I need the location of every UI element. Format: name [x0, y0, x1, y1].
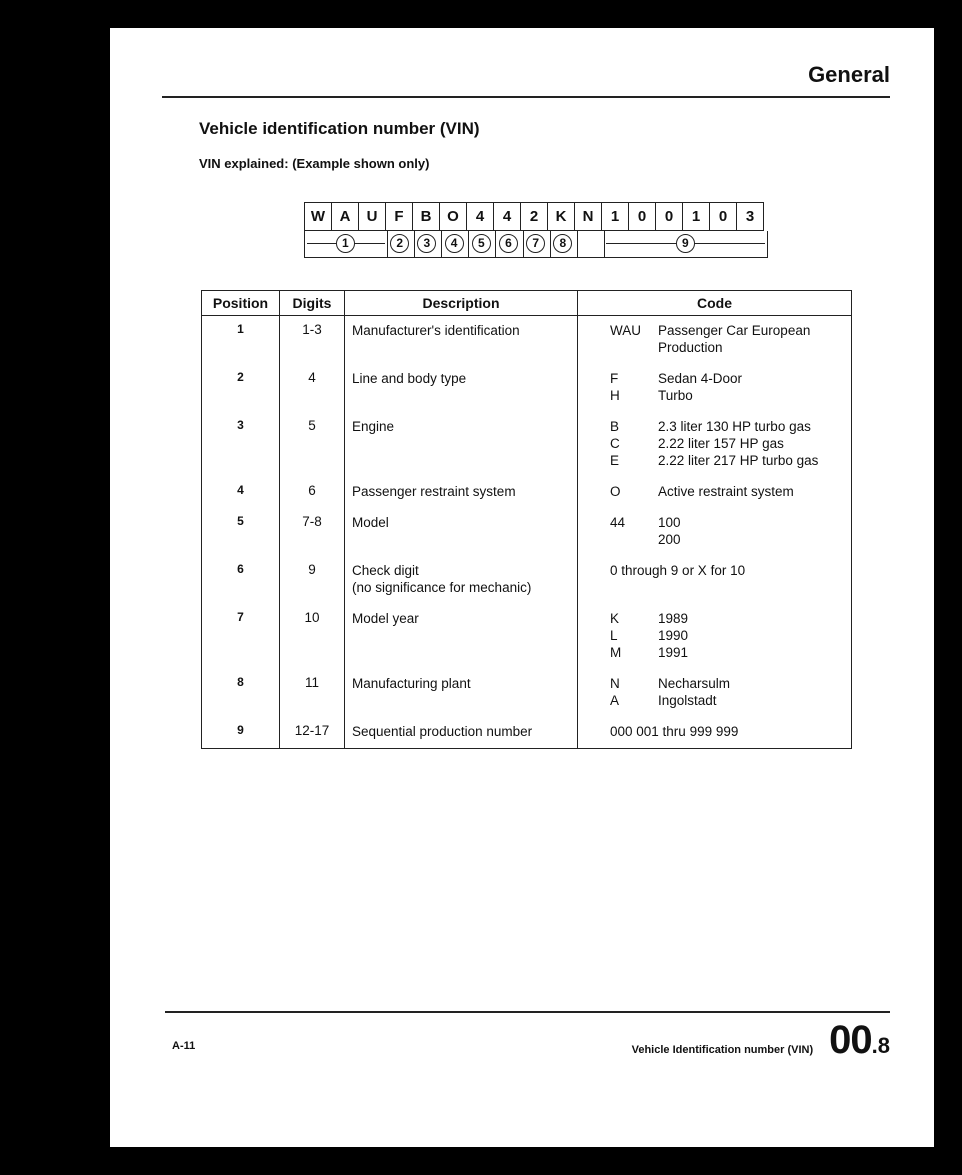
legend-divider	[414, 231, 415, 257]
table-row	[202, 316, 852, 365]
code-value: 2.3 liter 130 HP turbo gas	[658, 419, 811, 434]
vin-char: K	[548, 203, 575, 231]
code-key: F	[610, 371, 619, 386]
code-cell	[578, 364, 852, 412]
digits-cell: 12-17	[280, 717, 345, 749]
vin-char: U	[359, 203, 386, 231]
position-cell: 6	[202, 556, 280, 604]
code-value: 1989	[658, 611, 689, 626]
description-cell	[345, 669, 578, 717]
vin-characters	[304, 202, 764, 231]
code-value: 2.22 liter 157 HP gas	[658, 436, 784, 451]
position-cell: 9	[202, 717, 280, 749]
code-key: 44	[610, 515, 626, 530]
code-cell	[578, 316, 852, 365]
table-row	[202, 508, 852, 556]
code-line	[578, 644, 851, 661]
code-value: 1990	[658, 628, 689, 643]
table-row	[202, 717, 852, 749]
legend-divider	[604, 231, 605, 257]
header-position: Position	[202, 291, 280, 316]
description-line: (no significance for mechanic)	[352, 580, 532, 595]
legend-divider	[387, 231, 388, 257]
code-line	[578, 483, 851, 500]
vin-char: 1	[683, 203, 710, 231]
description-cell	[345, 316, 578, 365]
code-key: K	[610, 611, 620, 626]
subtitle-note: (Example shown only)	[292, 156, 430, 171]
page-ref: A-11	[172, 1040, 196, 1052]
vin-legend	[304, 231, 768, 258]
vin-char: F	[386, 203, 413, 231]
code-key: H	[610, 388, 620, 403]
legend-divider	[523, 231, 524, 257]
code-value: Ingolstadt	[658, 693, 717, 708]
code-line	[578, 531, 851, 548]
code-text: 000 001 thru 999 999	[610, 724, 739, 739]
code-cell	[578, 717, 852, 749]
table-row	[202, 604, 852, 669]
description-cell	[345, 364, 578, 412]
code-key: B	[610, 419, 620, 434]
code-cell	[578, 477, 852, 508]
footer-title: Vehicle Identification number (VIN)	[631, 1044, 814, 1056]
code-value: Necharsulm	[658, 676, 731, 691]
code-line	[578, 387, 851, 404]
table-row	[202, 412, 852, 477]
vin-char: 4	[494, 203, 521, 231]
legend-marker: 4	[445, 234, 464, 253]
section-header: General	[808, 62, 890, 87]
position-cell: 5	[202, 508, 280, 556]
footer-subnumber: .8	[871, 1033, 890, 1058]
vin-char: N	[575, 203, 602, 231]
manual-page	[110, 28, 934, 1147]
description-line: Model year	[352, 611, 419, 626]
description-line: Passenger restraint system	[352, 484, 516, 499]
table-row	[202, 556, 852, 604]
vin-char: O	[440, 203, 467, 231]
digits-cell: 6	[280, 477, 345, 508]
code-key	[578, 531, 658, 548]
legend-marker: 5	[472, 234, 491, 253]
code-line	[578, 322, 851, 339]
digits-cell: 9	[280, 556, 345, 604]
table-row	[202, 669, 852, 717]
digits-cell: 1-3	[280, 316, 345, 365]
vin-char: 3	[737, 203, 764, 231]
code-cell	[578, 556, 852, 604]
position-cell: 7	[202, 604, 280, 669]
code-key: WAU	[610, 323, 641, 338]
code-key: C	[610, 436, 620, 451]
code-text: 0 through 9 or X for 10	[610, 563, 746, 578]
code-line	[578, 610, 851, 627]
code-line	[578, 692, 851, 709]
subtitle	[199, 156, 429, 171]
legend-divider	[577, 231, 578, 257]
vin-char: 0	[710, 203, 737, 231]
description-line: Manufacturer's identification	[352, 323, 520, 338]
code-value: Active restraint system	[658, 484, 794, 499]
subtitle-label: VIN explained:	[199, 156, 289, 171]
table-row	[202, 364, 852, 412]
code-key: L	[610, 628, 618, 643]
vin-char: A	[332, 203, 359, 231]
code-line	[578, 370, 851, 387]
code-key: M	[610, 645, 622, 660]
code-value: 2.22 liter 217 HP turbo gas	[658, 453, 819, 468]
code-cell	[578, 412, 852, 477]
position-cell: 2	[202, 364, 280, 412]
digits-cell: 5	[280, 412, 345, 477]
description-line: Sequential production number	[352, 724, 533, 739]
description-cell	[345, 717, 578, 749]
code-key: O	[610, 484, 621, 499]
digits-cell: 7-8	[280, 508, 345, 556]
code-key	[578, 339, 658, 356]
code-cell	[578, 669, 852, 717]
code-line	[578, 675, 851, 692]
footer-block	[632, 1018, 890, 1063]
code-value: 100	[658, 515, 681, 530]
code-line	[578, 339, 851, 356]
code-line	[578, 514, 851, 531]
vin-diagram	[304, 202, 768, 258]
code-cell	[578, 508, 852, 556]
vin-char: B	[413, 203, 440, 231]
header-description: Description	[345, 291, 578, 316]
vin-table	[201, 290, 852, 749]
legend-marker: 8	[553, 234, 572, 253]
code-key: A	[610, 693, 620, 708]
legend-marker: 2	[390, 234, 409, 253]
legend-marker: 7	[526, 234, 545, 253]
digits-cell: 10	[280, 604, 345, 669]
code-line	[578, 627, 851, 644]
vin-table-wrap	[201, 290, 852, 749]
vin-char: 2	[521, 203, 548, 231]
vin-char: 4	[467, 203, 494, 231]
legend-divider	[441, 231, 442, 257]
description-cell	[345, 556, 578, 604]
description-cell	[345, 477, 578, 508]
description-line: Manufacturing plant	[352, 676, 471, 691]
position-cell: 4	[202, 477, 280, 508]
code-value: 1991	[658, 645, 689, 660]
legend-marker: 9	[676, 234, 695, 253]
code-value: Sedan 4-Door	[658, 371, 743, 386]
position-cell: 8	[202, 669, 280, 717]
code-line	[578, 452, 851, 469]
legend-marker: 1	[336, 234, 355, 253]
digits-cell: 11	[280, 669, 345, 717]
table-row	[202, 477, 852, 508]
footer-number: 00	[829, 1018, 872, 1062]
page-title: Vehicle identification number (VIN)	[199, 119, 480, 138]
legend-marker: 6	[499, 234, 518, 253]
footer-rule	[165, 1011, 890, 1013]
vin-char: W	[305, 203, 332, 231]
description-line: Line and body type	[352, 371, 467, 386]
code-key: N	[610, 676, 620, 691]
code-value: Passenger Car European	[658, 323, 811, 338]
code-value: Production	[658, 340, 723, 355]
header-digits: Digits	[280, 291, 345, 316]
position-cell: 1	[202, 316, 280, 365]
legend-divider	[495, 231, 496, 257]
header-rule	[162, 96, 890, 98]
code-key: E	[610, 453, 620, 468]
code-line	[578, 435, 851, 452]
code-cell	[578, 604, 852, 669]
legend-divider	[468, 231, 469, 257]
code-value: Turbo	[658, 388, 693, 403]
header-code: Code	[578, 291, 852, 316]
vin-char: 0	[629, 203, 656, 231]
description-cell	[345, 604, 578, 669]
vin-char: 1	[602, 203, 629, 231]
legend-divider	[550, 231, 551, 257]
description-line: Check digit	[352, 563, 419, 578]
code-line	[578, 418, 851, 435]
legend-marker: 3	[417, 234, 436, 253]
vin-char: 0	[656, 203, 683, 231]
description-line: Model	[352, 515, 389, 530]
digits-cell: 4	[280, 364, 345, 412]
description-cell	[345, 412, 578, 477]
description-cell	[345, 508, 578, 556]
position-cell: 3	[202, 412, 280, 477]
description-line: Engine	[352, 419, 395, 434]
code-value: 200	[658, 532, 681, 547]
